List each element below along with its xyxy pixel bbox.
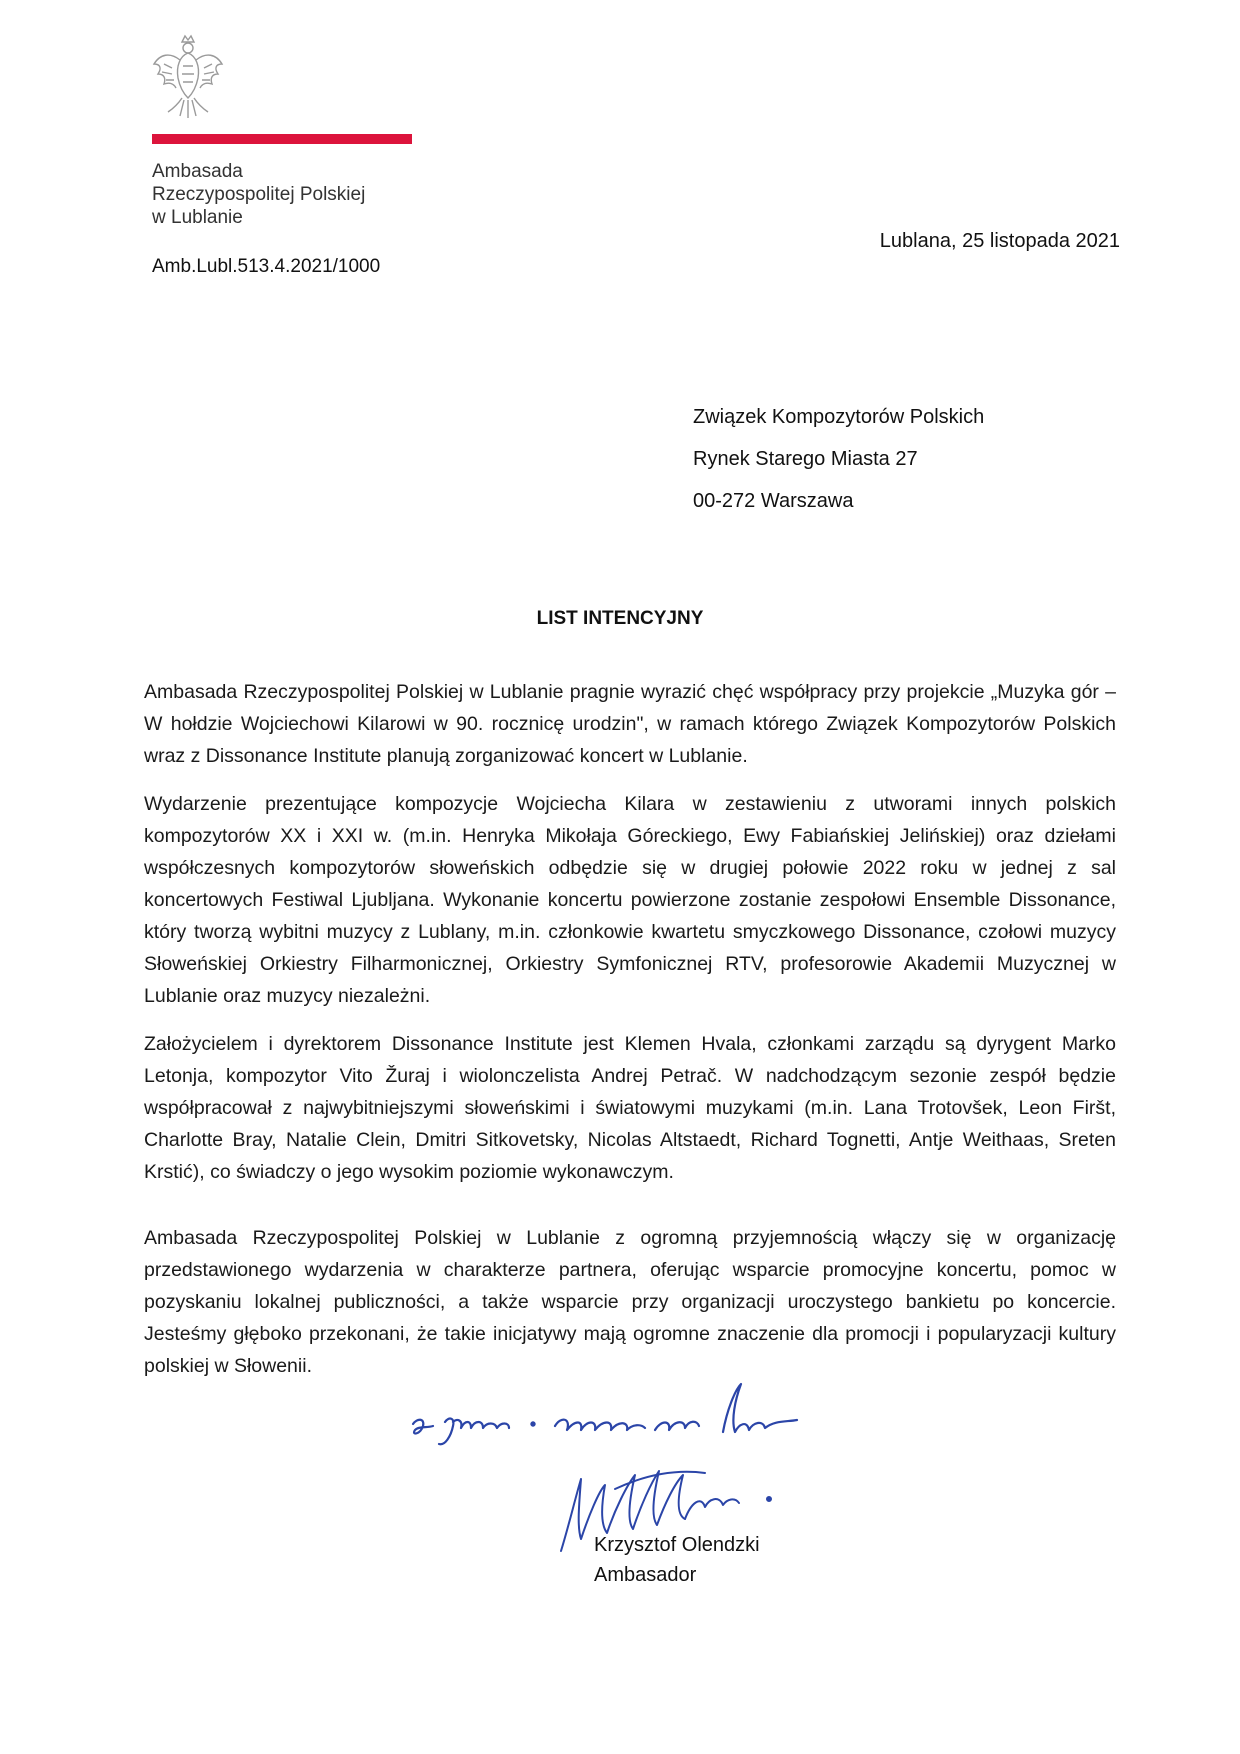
body-paragraph: Ambasada Rzeczypospolitej Polskiej w Lublanie pragnie wyrazić chęć współpracy przy projekcie „Muzyka gór – W hołdzie Wojciechowi Kilarowi w 90. rocznicę urodzin", w ramach którego Związek Kompozytorów Polskich wraz z Dissonance Institute planują zorganizować koncert w Lublanie.	[144, 681, 1116, 767]
embassy-line: Rzeczypospolitej Polskiej	[152, 184, 366, 205]
recipient-line: Rynek Starego Miasta 27	[693, 448, 918, 470]
embassy-line: Ambasada	[152, 161, 243, 182]
body-paragraph: Założycielem i dyrektorem Dissonance Institute jest Klemen Hvala, członkami zarządu są dyrygent Marko Letonja, kompozytor Vito Žuraj i wiolonczelista Andrej Petrač. W nadchodzącym sezonie zespół będzie współpracował z najwybitniejszymi słoweńskimi i światowymi muzykami (m.in. Lana Trotovšek, Leon Firšt, Charlotte Bray, Natalie Clein, Dmitri Sitkovetsky, Nicolas Altstaedt, Richard Tognetti, Antje Weithaas, Sreten Krstić), co świadczy o jego wysokim poziomie wykonawczym.	[144, 1033, 1116, 1183]
embassy-line: w Lublanie	[152, 207, 243, 228]
polish-eagle-emblem-icon	[150, 34, 226, 120]
place-and-date: Lublana, 25 listopada 2021	[879, 230, 1120, 252]
handwritten-salutation	[405, 1380, 875, 1450]
letter-body	[144, 676, 1116, 1398]
recipient-line: Związek Kompozytorów Polskich	[693, 406, 985, 428]
signer-block	[594, 1530, 760, 1590]
recipient-address	[693, 396, 984, 522]
recipient-line: 00-272 Warszawa	[693, 490, 854, 512]
flag-red-bar	[152, 134, 412, 144]
reference-number: Amb.Lubl.513.4.2021/1000	[152, 256, 381, 277]
body-paragraph: Ambasada Rzeczypospolitej Polskiej w Lublanie z ogromną przyjemnością włączy się w organizację przedstawionego wydarzenia w charakterze partnera, oferując wsparcie promocyjne koncertu, pomoc w pozyskaniu lokalnej publiczności, a także wsparcie przy organizacji uroczystego bankietu po koncercie. Jesteśmy głęboko przekonani, że takie inicjatywy mają ogromne znaczenie dla promocji i popularyzacji kultury polskiej w Słowenii.	[144, 1227, 1116, 1377]
embassy-name-block	[152, 160, 365, 229]
signer-name: Krzysztof Olendzki	[594, 1534, 760, 1556]
body-paragraph: Wydarzenie prezentujące kompozycje Wojciecha Kilara w zestawieniu z utworami innych polskich kompozytorów XX i XXI w. (m.in. Henryka Mikołaja Góreckiego, Ewy Fabiańskiej Jelińskiej) oraz dziełami współczesnych kompozytorów słoweńskich odbędzie się w drugiej połowie 2022 roku w jednej z sal koncertowych Festiwal Ljubljana. Wykonanie koncertu powierzone zostanie zespołowi Ensemble Dissonance, który tworzą wybitni muzycy z Lublany, m.in. członkowie kwartetu smyczkowego Dissonance, czołowi muzycy Słoweńskiej Orkiestry Filharmonicznej, Orkiestry Symfonicznej RTV, profesorowie Akademii Muzycznej w Lublanie oraz muzycy niezależni.	[144, 793, 1116, 1007]
letter-title: LIST INTENCYJNY	[536, 608, 704, 629]
signer-title: Ambasador	[594, 1564, 697, 1586]
